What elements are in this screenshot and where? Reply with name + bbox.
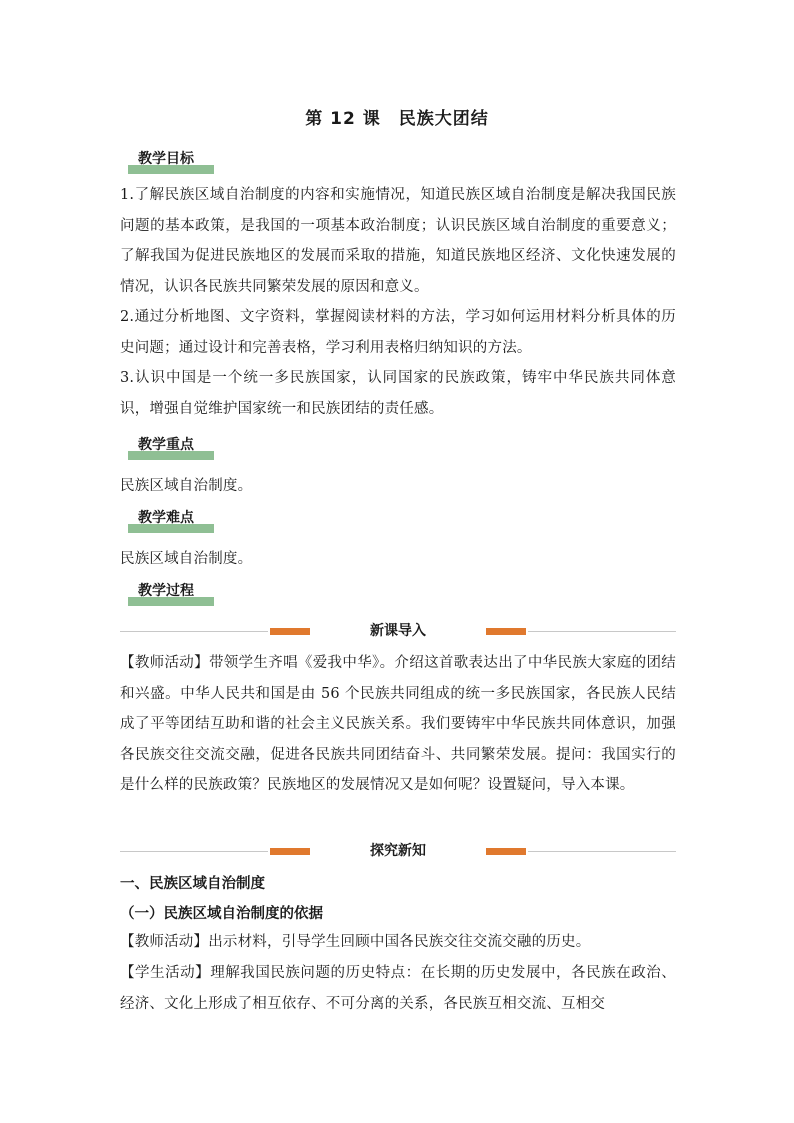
label-text: 教学重点 bbox=[138, 437, 194, 453]
heading-level1: 一、民族区域自治制度 bbox=[120, 876, 265, 892]
section-label-difficult bbox=[128, 509, 214, 533]
label-text: 教学目标 bbox=[138, 151, 194, 167]
section-label-process bbox=[128, 582, 214, 606]
heading-level2: （一）民族区域自治制度的依据 bbox=[120, 906, 323, 922]
divider-intro bbox=[120, 621, 676, 643]
label-text: 教学难点 bbox=[138, 510, 194, 526]
section-label-key bbox=[128, 436, 214, 460]
divider-title: 新课导入 bbox=[370, 623, 426, 639]
goal-paragraph-1: 1.了解民族区域自治制度的内容和实施情况，知道民族区域自治制度是解决我国民族问题的基本政策，是我国的一项基本政治制度；认识民族区域自治制度的重要意义；了解我国为促进民族地区的发展而采取的措施，知道民族地区经济、文化快速发展的情况，认识各民族共同繁荣发展的原因和意义。 bbox=[120, 187, 676, 295]
goal-paragraph-2: 2.通过分析地图、文字资料，掌握阅读材料的方法，学习如何运用材料分析具体的历史问题；通过设计和完善表格，学习利用表格归纳知识的方法。 bbox=[120, 309, 676, 356]
divider-block-right bbox=[486, 628, 526, 635]
lesson-title: 第 12 课 民族大团结 bbox=[305, 109, 489, 129]
intro-paragraph: 【教师活动】带领学生齐唱《爱我中华》。介绍这首歌表达出了中华民族大家庭的团结和兴盛。中华人民共和国是由 56 个民族共同组成的统一多民族国家，各民族人民结成了平等团结互助和谐的社会主义民族关系。我们要铸牢中华民族共同体意识，加强各民族交往交流交融，促进各民族共同团结奋斗、共同繁荣发展。提问：我国实行的是什么样的民族政策？民族地区的发展情况又是如何呢？设置疑问，导入本课。 bbox=[120, 655, 676, 793]
divider-title: 探究新知 bbox=[370, 843, 426, 859]
difficult-point-text: 民族区域自治制度。 bbox=[120, 551, 253, 567]
divider-explore bbox=[120, 841, 676, 863]
label-text: 教学过程 bbox=[138, 583, 194, 599]
divider-line-right bbox=[528, 851, 676, 852]
divider-block-right bbox=[486, 848, 526, 855]
student-activity: 【学生活动】理解我国民族问题的历史特点：在长期的历史发展中，各民族在政治、经济、文化上形成了相互依存、不可分离的关系，各民族互相交流、互相交 bbox=[120, 965, 676, 1012]
section-label-goals bbox=[128, 150, 214, 174]
key-point-text: 民族区域自治制度。 bbox=[120, 478, 253, 494]
goal-paragraph-3: 3.认识中国是一个统一多民族国家，认同国家的民族政策，铸牢中华民族共同体意识，增强自觉维护国家统一和民族团结的责任感。 bbox=[120, 370, 676, 417]
teacher-activity: 【教师活动】出示材料，引导学生回顾中国各民族交往交流交融的历史。 bbox=[120, 934, 591, 950]
divider-line-right bbox=[528, 631, 676, 632]
